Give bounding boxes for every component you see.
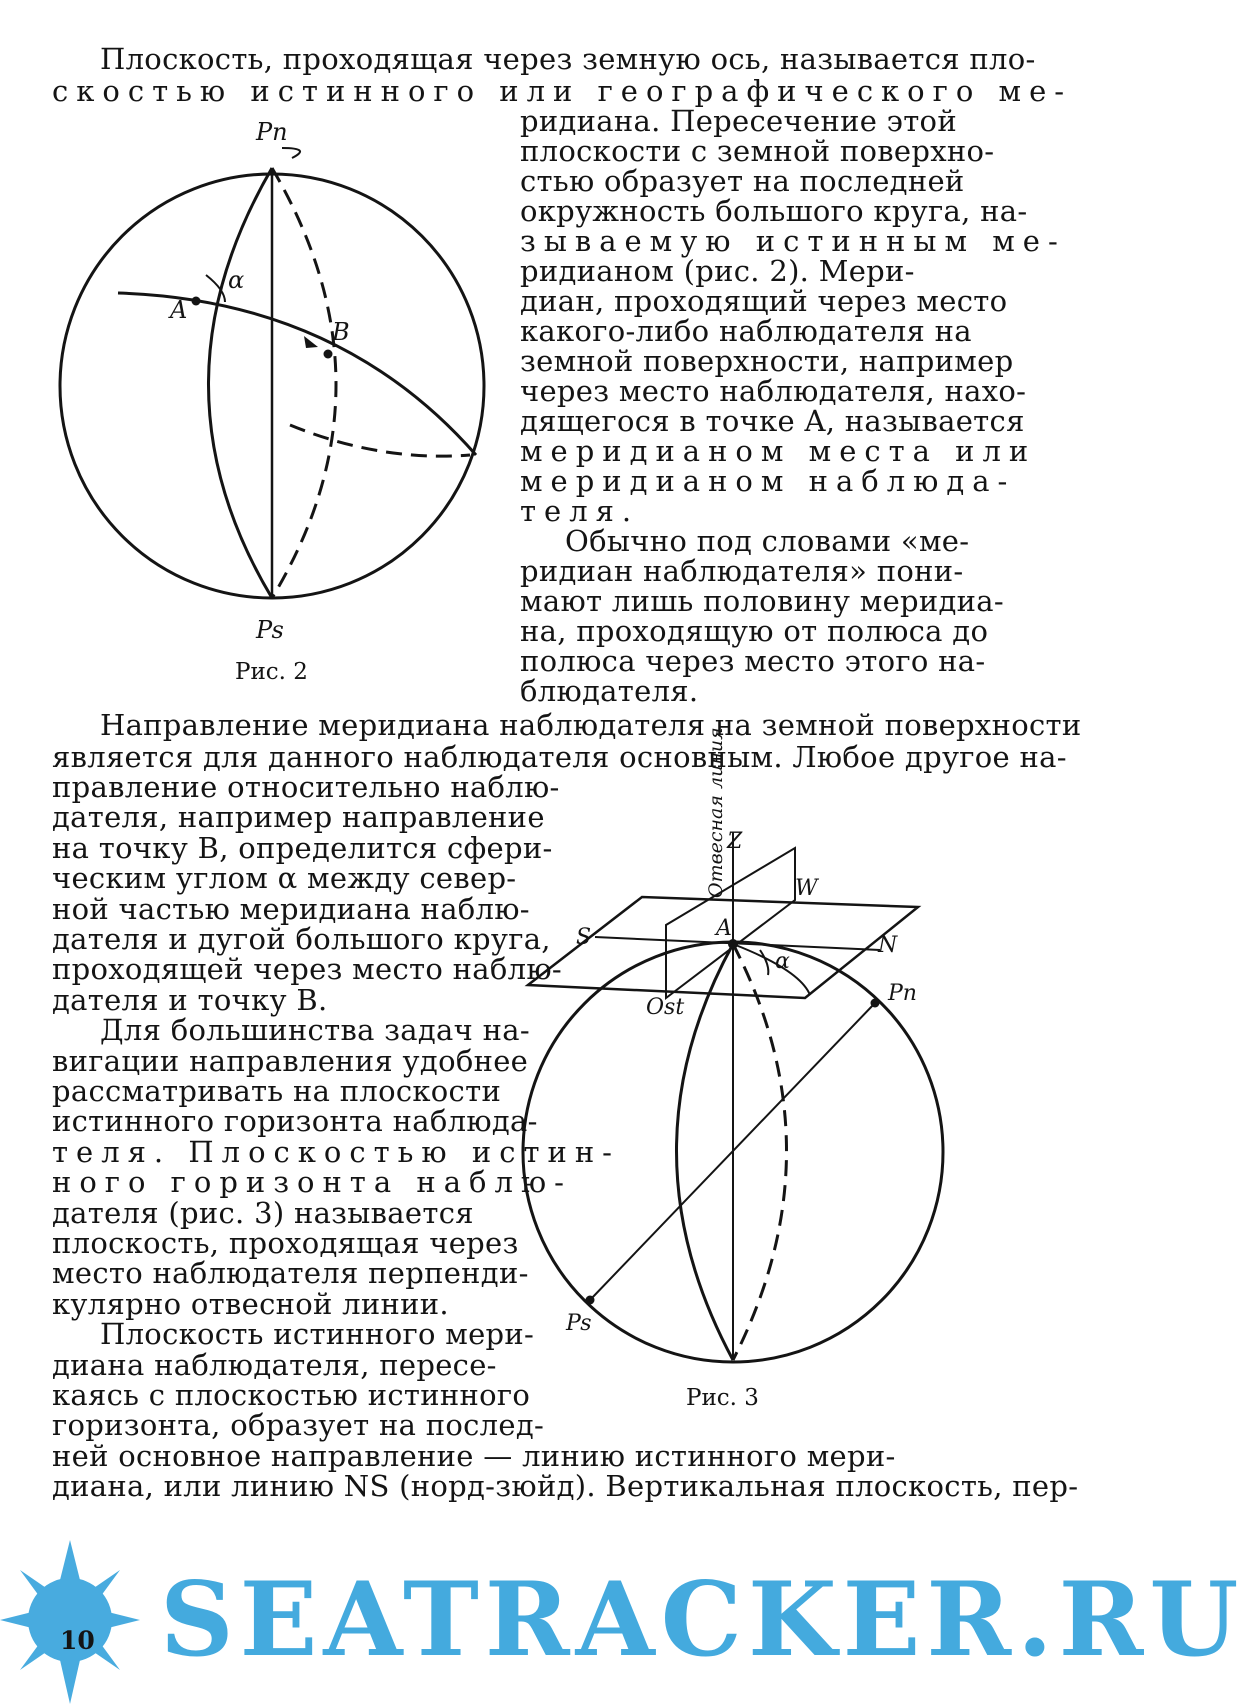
fig3-label-n: N: [878, 933, 898, 958]
text-line: Обычно под словами «ме-: [565, 524, 970, 558]
text-line: на, проходящую от полюса до: [520, 614, 989, 648]
text-line: горизонта, образует на послед-: [52, 1408, 545, 1443]
fig3-label-z: Z: [727, 829, 743, 854]
text-line: теля. Плоскостью истин-: [52, 1134, 620, 1169]
fig3-label-pn: Pn: [888, 981, 917, 1006]
page-number: 10: [60, 1626, 95, 1655]
text-line: Плоскость, проходящая через земную ось, называется пло-: [100, 42, 1036, 76]
text-line: ридиана. Пересечение этой: [520, 104, 957, 138]
fig3-point-ps: [586, 1296, 595, 1305]
text-line: на точку B, определится сфери-: [52, 830, 553, 865]
fig3-label-ps: Ps: [566, 1311, 592, 1336]
text-line: дателя (рис. 3) называется: [52, 1195, 474, 1230]
text-line: ридиан наблюдателя» пони-: [520, 554, 964, 588]
text-line: истинного горизонта наблюда-: [52, 1104, 538, 1139]
text-line: ной частью меридиана наблю-: [52, 891, 530, 926]
text-line: правление относительно наблю-: [52, 770, 560, 804]
fig3-label-ost: Ost: [646, 995, 685, 1020]
text-line: ридианом (рис. 2). Мери-: [520, 254, 915, 288]
text-line: место наблюдателя перпенди-: [52, 1256, 529, 1291]
text-line: кулярно отвесной линии.: [52, 1286, 449, 1321]
text-line: ного горизонта наблю-: [52, 1165, 572, 1200]
text-line: вигации направления удобнее: [52, 1043, 529, 1078]
text-line: проходящей через место наблю-: [52, 952, 563, 987]
text-line: полюса через место этого на-: [520, 644, 986, 678]
text-line: ческим углом α между север-: [52, 861, 517, 896]
text-line: плоскость, проходящая через: [52, 1226, 519, 1260]
fig3-point-pn: [871, 999, 880, 1008]
fig2-caption: Рис. 2: [235, 659, 308, 685]
text-line: через место наблюдателя, нахо-: [520, 374, 1027, 408]
text-line: дателя и точку B.: [52, 982, 328, 1017]
fig2-label-pn: Pn: [256, 118, 288, 146]
fig3-meridian-front: [677, 944, 734, 1360]
text-line: дателя, например направление: [52, 800, 545, 835]
text-line: блюдателя.: [520, 674, 699, 708]
fig3-label-plumb: Отвесная линия: [705, 727, 727, 898]
text-line: является для данного наблюдателя основным. Любое другое на-: [52, 740, 1067, 774]
text-line: дателя и дугой большого круга,: [52, 922, 551, 956]
fig2-label-ps: Ps: [256, 616, 284, 644]
fig3-angle-arc: [760, 950, 768, 975]
text-line: каясь с плоскостью истинного: [52, 1378, 531, 1412]
fig2-label-a: A: [170, 296, 188, 324]
fig2-label-alpha: α: [228, 266, 245, 294]
watermark-text: SEATRACKER.RU: [160, 1560, 1244, 1680]
text-line: рассматривать на плоскости: [52, 1074, 502, 1108]
text-line: Для большинства задач на-: [100, 1013, 530, 1048]
fig3-caption: Рис. 3: [686, 1385, 759, 1411]
fig3-label-s: S: [576, 925, 592, 950]
text-line: какого-либо наблюдателя на: [520, 314, 972, 348]
text-line: меридианом наблюда-: [520, 464, 1016, 498]
text-line: ней основное направление — линию истинного мери-: [52, 1438, 896, 1473]
fig3-label-w: W: [795, 876, 818, 901]
fig3-meridian-back: [733, 944, 787, 1360]
fig3-label-a: A: [716, 916, 732, 941]
text-line: окружность большого круга, на-: [520, 194, 1028, 228]
text-line: диана, или линию NS (норд-зюйд). Вертикальная плоскость, пер-: [52, 1469, 1079, 1503]
text-line: стью образует на последней: [520, 164, 965, 198]
text-line: диана наблюдателя, пересе-: [52, 1347, 497, 1382]
text-line: зываемую истинным ме-: [520, 224, 1066, 258]
text-line: Направление меридиана наблюдателя на земной поверхности: [100, 708, 1082, 742]
text-line: Плоскость истинного мери-: [100, 1317, 535, 1352]
fig2-label-b: B: [332, 318, 350, 346]
text-line: мают лишь половину меридиа-: [520, 584, 1004, 618]
text-line: земной поверхности, например: [520, 344, 1014, 378]
text-line: плоскости с земной поверхно-: [520, 134, 995, 168]
text-line: меридианом места или: [520, 434, 1037, 468]
text-line: скостью истинного или географического ме-: [52, 74, 1073, 108]
text-line: дящегося в точке A, называется: [520, 404, 1025, 438]
text-line: диан, проходящий через место: [520, 284, 1008, 318]
fig3-label-alpha: α: [775, 949, 790, 974]
text-line: теля.: [520, 494, 640, 528]
